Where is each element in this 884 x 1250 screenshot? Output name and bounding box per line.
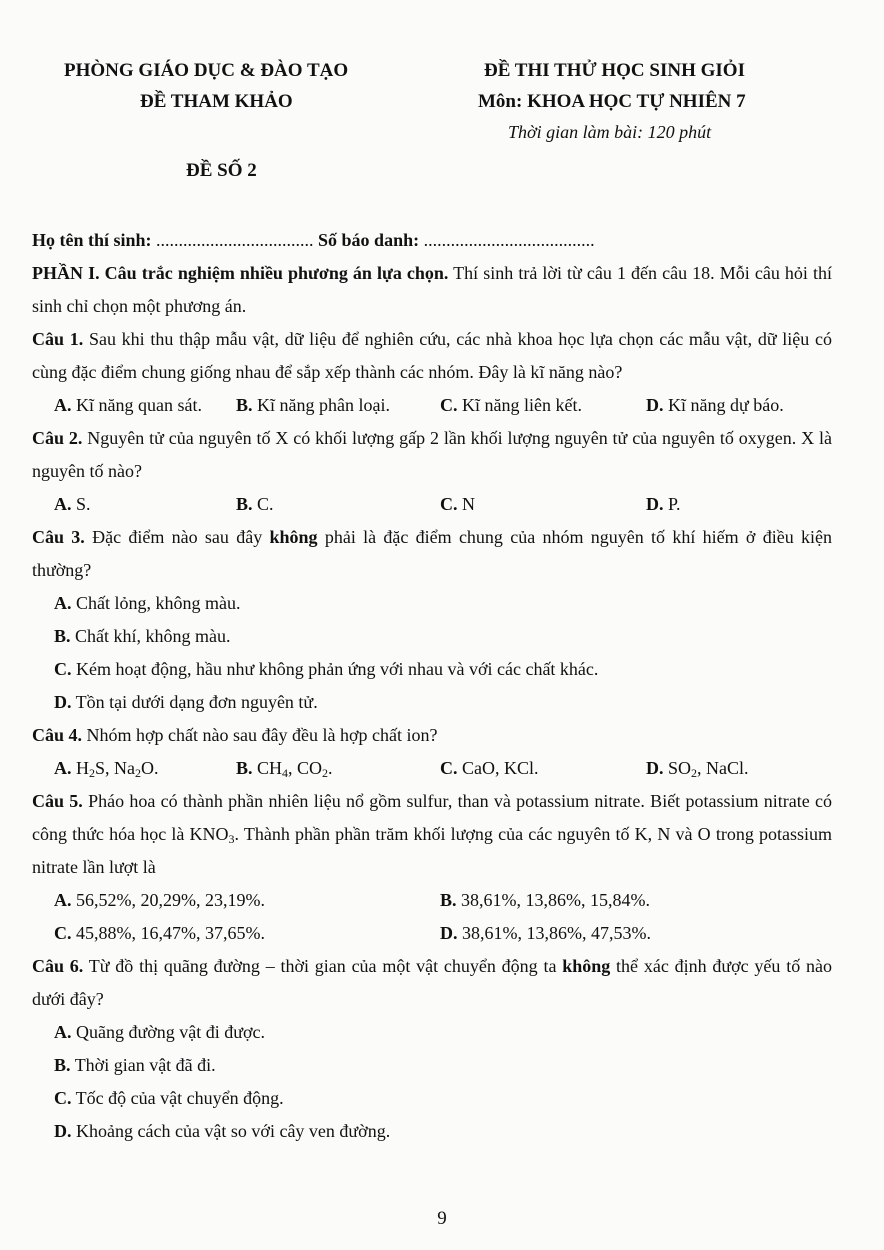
question-1 — [32, 323, 832, 389]
question-3-label: Câu 3. — [32, 527, 85, 547]
question-4-label: Câu 4. — [32, 725, 83, 745]
section-title: PHẦN I. Câu trắc nghiệm nhiều phương án lựa chọn. — [32, 263, 449, 283]
reference-label: ĐỀ THAM KHẢO — [140, 91, 293, 112]
option-a: A. Chất lỏng, không màu. — [54, 593, 241, 613]
option-b: B. Chất khí, không màu. — [54, 626, 231, 646]
question-1-text: Sau khi thu thập mẫu vật, dữ liệu để nghiên cứu, các nhà khoa học lựa chọn các mẫu vật, dữ liệu có cùng đặc điểm chung giống nhau để sắp xếp thành các nhóm. Đây là kĩ năng nào? — [32, 329, 832, 382]
section-heading — [32, 257, 832, 323]
option-d: D. $SO_2$, NaCl. — [646, 758, 749, 780]
option-c: C. Kém hoạt động, hầu như không phản ứng với nhau và với các chất khác. — [54, 659, 599, 679]
question-3: Câu 3. Đặc điểm nào sau đây không phải là đặc điểm chung của nhóm nguyên tố khí hiếm ở điều kiện thường? — [32, 527, 832, 580]
page-number: 9 — [437, 1208, 447, 1229]
exam-title: ĐỀ THI THỬ HỌC SINH GIỎI — [484, 60, 745, 81]
emphasis-khong: không — [562, 956, 611, 976]
exam-number: ĐỀ SỐ 2 — [186, 160, 257, 181]
exam-content — [32, 224, 832, 1148]
option-d: D. Khoảng cách của vật so với cây ven đường. — [54, 1121, 391, 1141]
question-5-options-row1 — [32, 884, 832, 917]
question-2-label: Câu 2. — [32, 428, 83, 448]
student-id-label: Số báo danh: — [318, 230, 420, 250]
student-info-line — [32, 224, 832, 257]
option-b: B. Thời gian vật đã đi. — [54, 1055, 216, 1075]
option-a: A. Kĩ năng quan sát. — [54, 395, 202, 415]
question-2 — [32, 422, 832, 488]
question-6-label: Câu 6. — [32, 956, 84, 976]
time-limit: Thời gian làm bài: 120 phút — [508, 122, 712, 142]
school-department: PHÒNG GIÁO DỤC & ĐÀO TẠO — [64, 60, 349, 81]
question-4-options — [32, 752, 832, 785]
question-1-label: Câu 1. — [32, 329, 84, 349]
option-d: D. Kĩ năng dự báo. — [646, 395, 784, 415]
option-c: C. Tốc độ của vật chuyển động. — [54, 1088, 284, 1108]
question-5-options-row2 — [32, 917, 832, 950]
option-a: A. 56,52%, 20,29%, 23,19%. — [54, 890, 265, 910]
student-id-blank: ...................................... — [423, 230, 595, 250]
question-5: Câu 5. Pháo hoa có thành phần nhiên liệu nổ gồm sulfur, than và potassium nitrate. Biết potassium nitrate có công thức hóa học là $KNO_3$. Thành phần phần trăm khối lượng của các nguyên tố K, N và O trong potassium nitrate lần lượt là — [32, 791, 832, 877]
option-a: A. Quãng đường vật đi được. — [54, 1022, 266, 1042]
option-c: C. N — [440, 494, 475, 514]
option-b: B. Kĩ năng phân loại. — [236, 395, 390, 415]
option-b: B. $CH_4$, $CO_2$. — [236, 758, 333, 780]
question-6: Câu 6. Từ đồ thị quãng đường – thời gian của một vật chuyển động ta không thể xác định được yếu tố nào dưới đây? — [32, 956, 832, 1009]
subject: Môn: KHOA HỌC TỰ NHIÊN 7 — [478, 91, 746, 112]
question-4-text: Nhóm hợp chất nào sau đây đều là hợp chất ion? — [82, 725, 438, 745]
option-c: C. CaO, KCl. — [440, 758, 539, 778]
emphasis-khong: không — [269, 527, 318, 547]
option-d: D. 38,61%, 13,86%, 47,53%. — [440, 923, 651, 943]
option-b: B. C. — [236, 494, 274, 514]
option-c: C. Kĩ năng liên kết. — [440, 395, 582, 415]
option-d: D. Tồn tại dưới dạng đơn nguyên tử. — [54, 692, 318, 712]
student-name-label: Họ tên thí sinh: — [32, 230, 152, 250]
option-d: D. P. — [646, 494, 681, 514]
question-2-text: Nguyên tử của nguyên tố X có khối lượng gấp 2 lần khối lượng nguyên tử của nguyên tố oxygen. X là nguyên tố nào? — [32, 428, 832, 481]
question-5-label: Câu 5. — [32, 791, 83, 811]
option-a: A. $H_2S$, $Na_2O$. — [54, 758, 159, 780]
student-name-blank: ................................... — [156, 230, 314, 250]
option-b: B. 38,61%, 13,86%, 15,84%. — [440, 890, 650, 910]
question-4 — [32, 719, 832, 752]
question-2-options — [32, 488, 832, 521]
option-c: C. 45,88%, 16,47%, 37,65%. — [54, 923, 265, 943]
option-a: A. S. — [54, 494, 91, 514]
question-1-options — [32, 389, 832, 422]
section-instruction: Thí sinh trả lời từ câu 1 đến câu 18. Mỗi câu hỏi thí sinh chỉ chọn một phương án. — [32, 263, 833, 316]
